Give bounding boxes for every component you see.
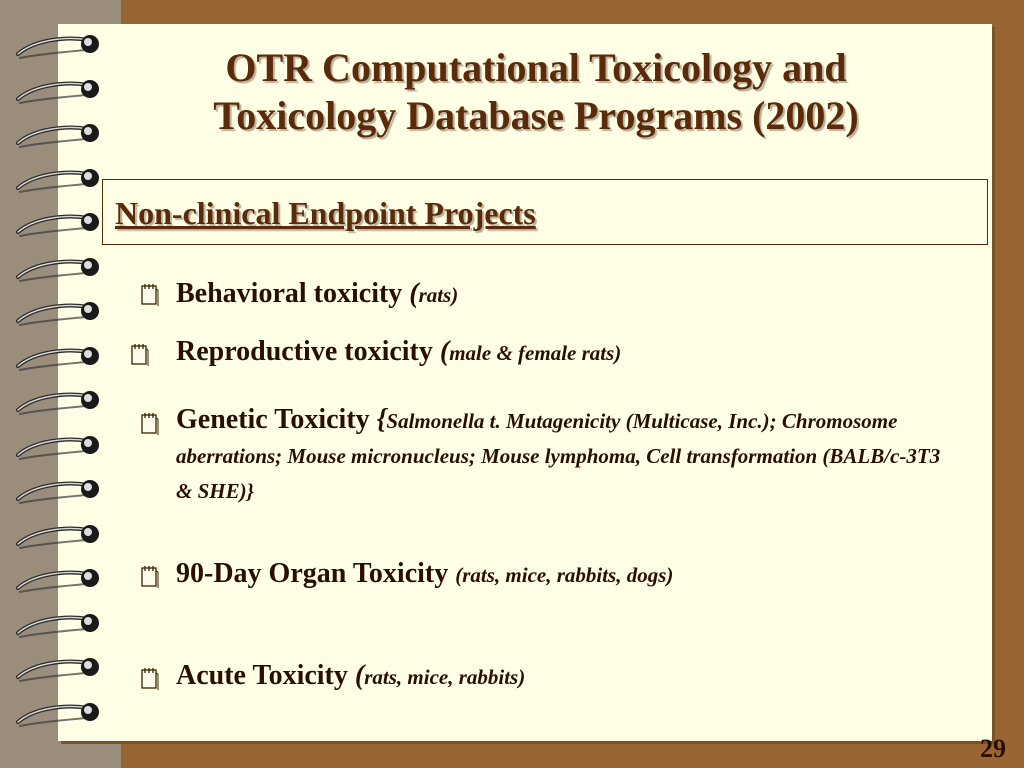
spiral-ring-icon — [14, 77, 106, 107]
notepad-icon — [141, 667, 159, 691]
section-box — [102, 179, 988, 245]
bullet-main: Acute Toxicity — [176, 660, 355, 691]
spiral-ring-icon — [14, 433, 106, 463]
bullet-item-acute — [176, 660, 966, 692]
title-line-1: OTR Computational Toxicology and — [225, 45, 847, 90]
spiral-ring-icon — [14, 121, 106, 151]
notepad-icon — [141, 412, 159, 436]
section-heading: Non-clinical Endpoint Projects — [115, 195, 536, 231]
bullet-sub: (rats, mice, rabbits, dogs) — [455, 563, 674, 587]
bullet-sub: rats, mice, rabbits) — [364, 665, 526, 689]
bullet-sub: Salmonella t. Mutagenicity (Multicase, Inc.); Chromosome aberrations; Mouse micronucleus; Mouse lymphoma, Cell transformation (BALB/c-3T3 & SHE)} — [176, 409, 941, 503]
bullet-main: Behavioral toxicity — [176, 278, 410, 309]
spiral-ring-icon — [14, 655, 106, 685]
notepad-icon — [141, 565, 159, 589]
slide-title — [122, 44, 950, 140]
notepad-icon — [141, 283, 159, 307]
spiral-ring-icon — [14, 477, 106, 507]
title-line-2: Toxicology Database Programs (2002) — [213, 93, 859, 138]
spiral-ring-icon — [14, 299, 106, 329]
bullet-main: 90-Day Organ Toxicity — [176, 558, 456, 589]
bullet-sub: rats) — [418, 283, 459, 307]
notepad-icon — [131, 343, 149, 367]
spiral-ring-icon — [14, 700, 106, 730]
bullet-item-behavioral — [176, 278, 966, 310]
bullet-item-genetic — [176, 404, 951, 510]
bullet-paren: { — [376, 404, 387, 435]
page-number: 29 — [980, 734, 1006, 763]
spiral-ring-icon — [14, 388, 106, 418]
spiral-ring-icon — [14, 522, 106, 552]
bullet-main: Genetic Toxicity — [176, 404, 377, 435]
spiral-ring-icon — [14, 344, 106, 374]
bullet-paren: ( — [354, 660, 365, 691]
bullet-paren: ( — [439, 336, 450, 367]
bullet-main: Reproductive toxicity — [176, 336, 440, 367]
bullet-item-reproductive — [176, 336, 966, 368]
spiral-ring-icon — [14, 166, 106, 196]
spiral-ring-icon — [14, 210, 106, 240]
bullet-sub: male & female rats) — [449, 341, 622, 365]
spiral-ring-icon — [14, 255, 106, 285]
spiral-ring-icon — [14, 32, 106, 62]
bullet-paren: ( — [409, 278, 419, 309]
spiral-ring-icon — [14, 566, 106, 596]
bullet-item-organ — [176, 558, 966, 590]
spiral-ring-icon — [14, 611, 106, 641]
